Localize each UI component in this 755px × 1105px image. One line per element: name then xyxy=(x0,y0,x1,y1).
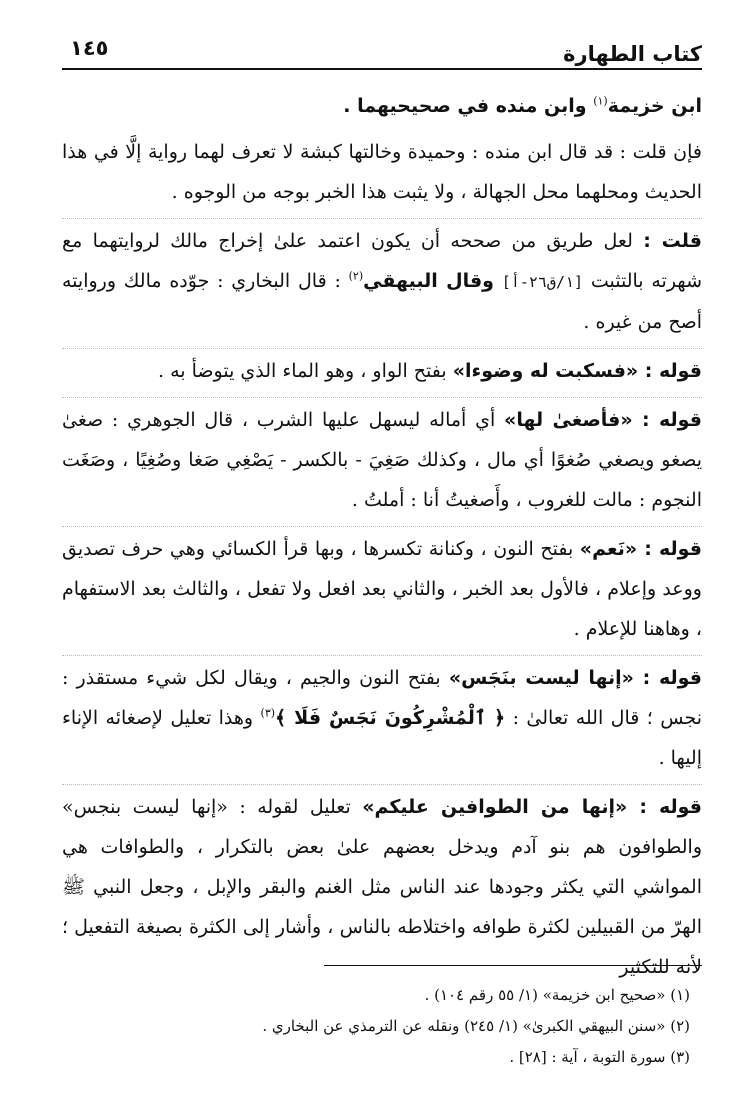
paragraph-7-text-end: وهذا تعليل لإصغائه الإناء إليها . xyxy=(62,707,702,769)
paragraph-6-text: بفتح النون ، وكنانة تكسرها ، وبها قرأ الكسائي وهي حرف تصديق ووعد وإعلام ، فالأول بعد الخبر ، والثاني بعد افعل ولا تفعل ، والثالث بعد الاستفهام ، وهاهنا للإعلام . xyxy=(62,538,702,640)
manuscript-reference: [١/ق٢٦-أ] xyxy=(501,273,584,291)
paragraph-3 xyxy=(62,218,702,342)
chapter-title: كتاب الطهارة xyxy=(563,42,702,66)
footnote-marker-2[interactable]: (٢) xyxy=(348,269,364,283)
book-page xyxy=(62,30,702,1080)
footnote-2: (٢) «سنن البيهقي الكبرىٰ» (١/ ٢٤٥) ونقله عن الترمذي عن البخاري . xyxy=(262,1017,690,1035)
paragraph-4-lead: قوله : «فسكبت له وضوءا» xyxy=(452,360,702,382)
paragraph-3-text-end: : قال البخاري : جوّده مالك وروايته أصح من غيره . xyxy=(62,270,702,333)
quran-quote: ﴿ ٱلْمُشْرِكُونَ نَجَسٌ فَلَا ﴾ xyxy=(275,707,506,729)
paragraph-3-bold: وقال البيهقي xyxy=(363,270,494,292)
paragraph-4 xyxy=(62,348,702,391)
main-text xyxy=(62,86,702,993)
paragraph-2: فإن قلت : قد قال ابن منده : وحميدة وخالتها كبشة لا تعرف لهما رواية إلَّا في هذا الحديث ومحلهما محل الجهالة ، ولا يثبت هذا الخبر بوجه من الوجوه . xyxy=(62,141,702,203)
paragraph-1-text: ابن خزيمة xyxy=(607,95,702,117)
paragraph-5-text: أي أماله ليسهل عليها الشرب ، قال الجوهري : صغىٰ يصغو ويصغي صُغوًا أي مال ، وكذلك صَغِيَ - بالكسر - يَصْغِي صَغا وصُغِيًا ، وصَغَت النجوم : مالت للغروب ، وأَصغيتُ أنا : أملتُ . xyxy=(62,409,702,511)
paragraph-5-lead: قوله : «فأصغىٰ لها» xyxy=(504,409,702,431)
paragraph-6-lead: قوله : «نَعم» xyxy=(579,538,702,560)
paragraph-3-lead: قلت : xyxy=(643,230,702,252)
paragraph-7-lead: قوله : «إنها ليست بنَجَس» xyxy=(448,667,703,689)
paragraph-8 xyxy=(62,784,702,987)
paragraph-1 xyxy=(62,86,702,126)
footnote-3: (٣) سورة التوبة ، آية : [٢٨] . xyxy=(509,1048,690,1066)
page-number: ١٤٥ xyxy=(70,36,109,60)
paragraph-5 xyxy=(62,397,702,520)
footnote-marker-1[interactable]: (١) xyxy=(593,94,608,108)
paragraph-1-text-end: وابن منده في صحيحيهما . xyxy=(343,95,594,117)
footnotes xyxy=(62,982,702,1075)
running-header xyxy=(62,30,702,70)
paragraph-3-text: لعل طريق من صححه أن يكون اعتمد علىٰ إخراج مالك لروايتهما مع شهرته بالتثبت xyxy=(62,230,702,292)
paragraph-7-text: بفتح النون والجيم ، ويقال لكل شيء مستقذر : نجس ؛ قال الله تعالىٰ : xyxy=(62,667,702,729)
footnote-1: (١) «صحيح ابن خزيمة» (١/ ٥٥ رقم ١٠٤) . xyxy=(424,986,690,1004)
paragraph-8-text: تعليل لقوله : «إنها ليست بنجس» والطوافون هم بنو آدم ويدخل بعضهم علىٰ بعض بالتكرار ، والطوافات هي المواشي التي يكثر وجودها عند الناس مثل الغنم والبقر والإبل ، وجعل النبي ﷺ الهرّ من القبيلين لكثرة طوافه واختلاطه بالناس ، وأشار إلى الكثرة بصيغة التفعيل ؛ لأنه للتكثير xyxy=(62,796,702,978)
paragraph-8-lead: قوله : «إنها من الطوافين عليكم» xyxy=(362,796,702,818)
footnote-marker-3[interactable]: (٣) xyxy=(260,706,276,720)
footnote-divider xyxy=(324,965,702,966)
paragraph-4-text: بفتح الواو ، وهو الماء الذي يتوضأ به . xyxy=(158,360,453,382)
paragraph-7 xyxy=(62,655,702,778)
paragraph-6 xyxy=(62,526,702,649)
